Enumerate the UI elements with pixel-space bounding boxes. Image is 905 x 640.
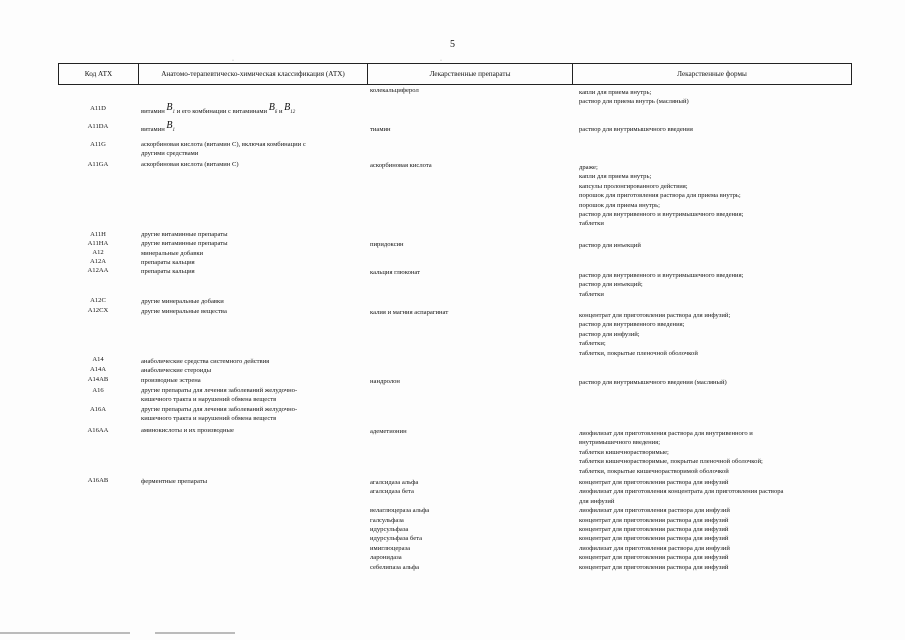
atc-classification: препараты кальция: [141, 268, 195, 275]
drug-name: калия и магния аспарагинат: [370, 309, 449, 316]
drug-name: кальция глюконат: [370, 269, 421, 276]
atc-classification: витамин B1 и его комбинации с витаминами B6 и B12: [141, 102, 296, 115]
dosage-form: концентрат для приготовления раствора для инфузий: [579, 479, 729, 486]
drug-name: велаглюцераза альфа: [370, 507, 430, 515]
drug-name: аскорбиновая кислота: [370, 162, 432, 169]
atc-classification: другие препараты для лечения заболеваний желудочно- кишечного тракта и нарушений обмена веществ: [141, 387, 298, 404]
drug-name: пиридоксин: [370, 241, 404, 248]
atc-classification: другие витаминные препараты: [141, 240, 228, 247]
scan-mark: ·: [440, 58, 442, 64]
drug-name: агалсидаза альфа: [370, 479, 419, 486]
header-classification: Анатомо-терапевтическо-химическая классификация (АТХ): [139, 64, 368, 84]
atc-code: A14AB: [87, 376, 109, 383]
dosage-forms: раствор для внутримышечного введения (масляный): [579, 379, 727, 386]
drug-name: колекальциферол: [370, 87, 419, 94]
drug-name: ларонидаза: [370, 554, 402, 562]
table-header: [58, 63, 852, 85]
drug-name: имиглюцераза: [370, 544, 411, 552]
drug-name: себелипаза альфа: [370, 563, 420, 571]
dosage-form: для инфузий: [579, 497, 615, 505]
atc-code: A16AB: [87, 477, 109, 484]
atc-classification: другие препараты для лечения заболеваний желудочно- кишечного тракта и нарушений обмена веществ: [141, 406, 298, 423]
dosage-forms: концентрат для приготовления раствора для инфузий; раствор для внутривенного введения; раствор для инфузий; таблетки; таблетки, покрытые пленочной оболочкой: [579, 312, 731, 357]
atc-code: A12C: [90, 297, 106, 304]
atc-classification: аскорбиновая кислота (витамин C): [141, 161, 239, 168]
atc-code: A14: [92, 356, 104, 363]
enzyme-drug-list: [370, 478, 429, 572]
atc-classification: анаболические стероиды: [141, 367, 212, 374]
dosage-forms: лиофилизат для приготовления раствора для внутривенного и внутримышечного введения; таблетки кишечнорастворимые; таблетки кишечнорастворимые, покрытые пленочной оболочкой; таблетки, покрытые кишечнорастворимой оболочкой: [579, 430, 763, 475]
atc-classification: анаболические средства системного действия: [141, 358, 270, 365]
dosage-form: концентрат для приготовления раствора для инфузий: [579, 516, 729, 524]
atc-code: A11DA: [87, 123, 109, 130]
atc-code: A11HA: [87, 240, 109, 247]
page-number: 5: [450, 39, 455, 50]
atc-classification: другие минеральные добавки: [141, 298, 224, 305]
drug-name: идурсульфаза бета: [370, 535, 423, 543]
drug-name: галсульфаза: [370, 516, 404, 524]
scan-artifact: [155, 632, 235, 634]
atc-code: A16AA: [87, 427, 109, 434]
atc-classification: аскорбиновая кислота (витамин C), включая комбинации с другими средствами: [141, 141, 306, 158]
dosage-forms: драже; капли для приема внутрь; капсулы пролонгированного действия; порошок для приготовления раствора для приема внутрь; порошок для приема внутрь; раствор для внутривенного и внутримышечного введения; таблетки: [579, 164, 744, 228]
atc-classification: производные эстрена: [141, 377, 201, 384]
atc-code: A12A: [89, 258, 107, 265]
atc-code: A12CX: [87, 307, 109, 314]
enzyme-form-list: [579, 478, 849, 572]
header-drugs: Лекарственные препараты: [368, 64, 573, 84]
atc-code: A12: [92, 249, 104, 256]
atc-classification: препараты кальция: [141, 259, 195, 266]
scan-mark: ·: [232, 58, 234, 64]
atc-code: A11D: [90, 105, 106, 112]
dosage-forms: раствор для внутривенного и внутримышечного введения; раствор для инъекций; таблетки: [579, 272, 744, 298]
drug-name: агалсидаза бета: [370, 488, 414, 496]
drug-name: тиамин: [370, 126, 391, 133]
dosage-form: лиофилизат для приготовления раствора для инфузий: [579, 544, 730, 552]
atc-code: A16A: [89, 406, 107, 413]
atc-classification: ферментные препараты: [141, 478, 208, 485]
atc-code: A11H: [90, 231, 106, 238]
atc-classification: аминокислоты и их производные: [141, 427, 234, 434]
header-code: Код АТХ: [59, 64, 139, 84]
atc-code: A11G: [90, 141, 106, 148]
drug-name: нандролон: [370, 378, 400, 385]
drug-name: адеметионин: [370, 428, 407, 435]
dosage-form: лиофилизат для приготовления раствора для инфузий: [579, 507, 730, 515]
scan-artifact: [0, 632, 130, 634]
atc-classification: витамин B1: [141, 120, 176, 133]
dosage-forms: капли для приема внутрь; раствор для приема внутрь (масляный): [579, 89, 689, 106]
atc-classification: другие витаминные препараты: [141, 231, 228, 238]
dosage-form: концентрат для приготовления раствора для инфузий: [579, 526, 729, 534]
dosage-form: концентрат для приготовления раствора для инфузий: [579, 554, 729, 562]
dosage-forms: раствор для внутримышечного введения: [579, 126, 693, 133]
header-forms: Лекарственные формы: [677, 70, 747, 78]
dosage-form: лиофилизат для приготовления концентрата для приготовления раствора: [579, 488, 784, 496]
atc-code: A12AA: [87, 267, 109, 274]
drug-name: [370, 497, 429, 506]
atc-code: A16: [92, 387, 104, 394]
dosage-form: концентрат для приготовления раствора для инфузий: [579, 535, 729, 543]
drug-name: идурсульфаза: [370, 526, 409, 534]
dosage-forms: раствор для инъекций: [579, 242, 641, 249]
atc-classification: другие минеральные вещества: [141, 308, 227, 315]
atc-code: A11GA: [87, 161, 109, 168]
atc-code: A14A: [89, 366, 107, 373]
dosage-form: концентрат для приготовления раствора для инфузий: [579, 563, 729, 571]
atc-classification: минеральные добавки: [141, 250, 204, 257]
